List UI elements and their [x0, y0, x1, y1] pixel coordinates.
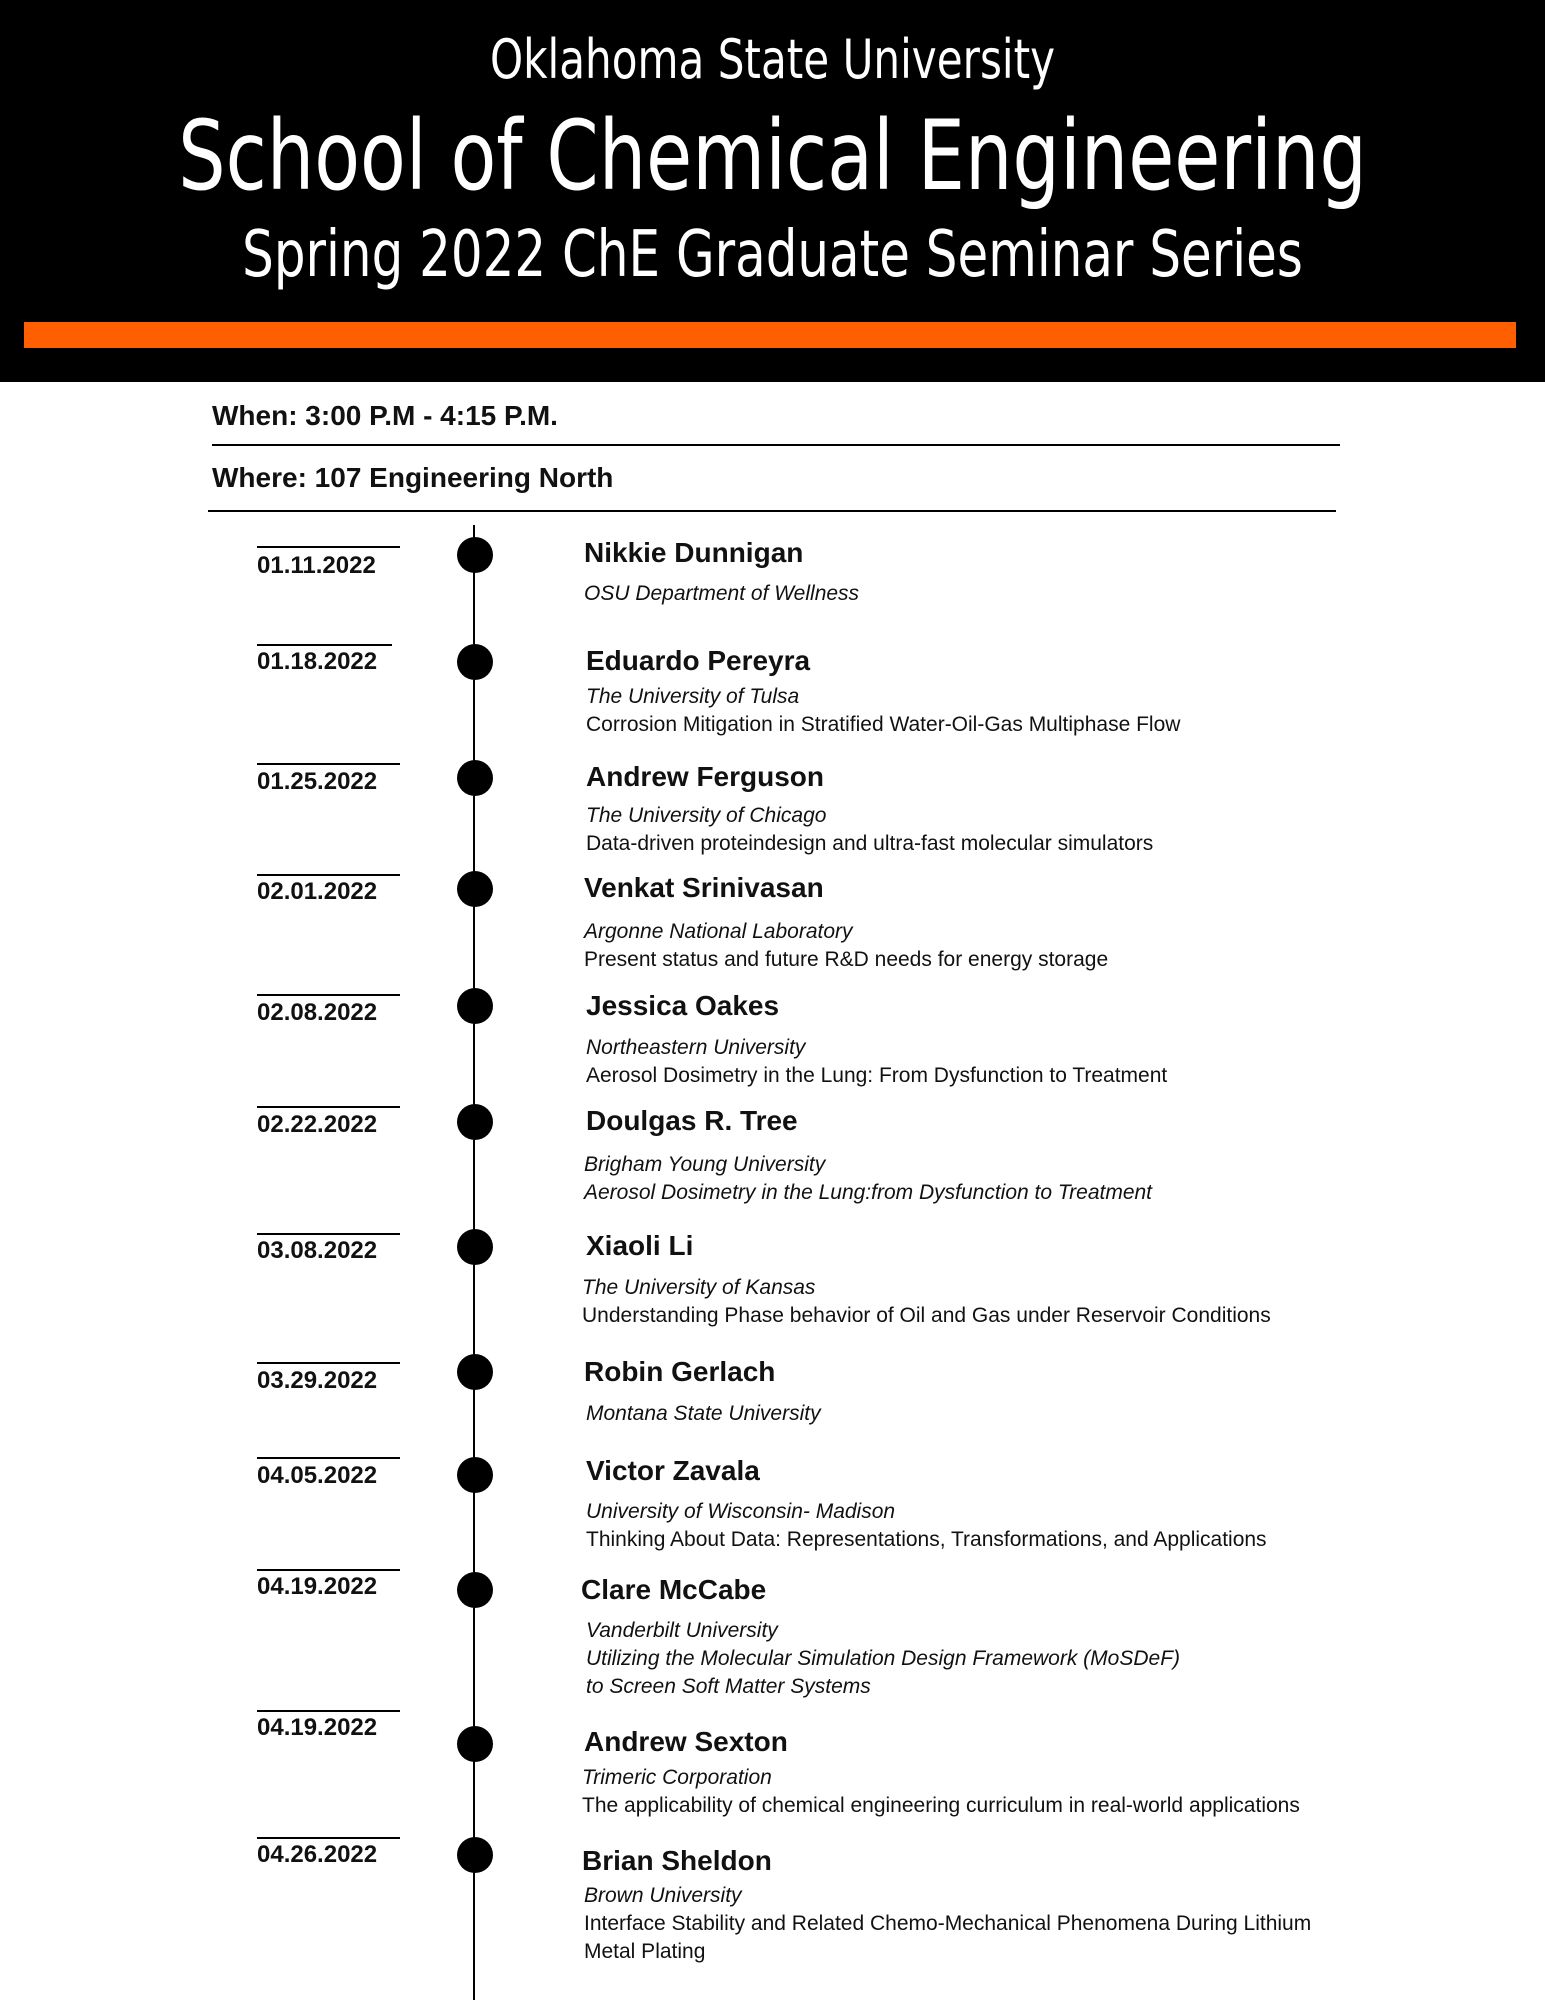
- when-info: When: 3:00 P.M - 4:15 P.M.: [212, 400, 558, 431]
- seminar-details: [584, 1151, 1152, 1207]
- seminar-details: [586, 802, 1153, 858]
- seminar-details: [586, 1400, 821, 1428]
- seminar-details: [586, 683, 1180, 739]
- speaker-affiliation: The University of Chicago: [586, 804, 827, 827]
- timeline-dot: [457, 1726, 493, 1762]
- date-rule: [257, 1362, 400, 1364]
- date-rule: [257, 644, 392, 646]
- seminar-topic: Understanding Phase behavior of Oil and Gas under Reservoir Conditions: [582, 1304, 1271, 1327]
- seminar-date: 02.08.2022: [257, 999, 378, 1026]
- timeline-dot: [457, 1354, 493, 1390]
- date-rule: [257, 1710, 400, 1712]
- seminar-topic: Corrosion Mitigation in Stratified Water-Oil-Gas Multiphase Flow: [586, 713, 1181, 736]
- seminar-details: [584, 580, 859, 608]
- seminar-topic: Interface Stability and Related Chemo-Mechanical Phenomena During Lithium: [584, 1912, 1312, 1935]
- speaker-name: Robin Gerlach: [584, 1356, 776, 1387]
- seminar-date: 02.22.2022: [257, 1111, 378, 1138]
- timeline-dot: [457, 988, 493, 1024]
- seminar-topic: Thinking About Data: Representations, Transformations, and Applications: [586, 1528, 1267, 1551]
- seminar-topic: Present status and future R&D needs for energy storage: [584, 948, 1109, 971]
- seminar-topic: Data-driven proteindesign and ultra-fast molecular simulators: [586, 832, 1154, 855]
- timeline-dot: [457, 1104, 493, 1140]
- timeline-dot: [457, 644, 493, 680]
- timeline-dot: [457, 537, 493, 573]
- where-divider: [208, 510, 1336, 512]
- speaker-affiliation: University of Wisconsin- Madison: [586, 1500, 896, 1523]
- date-rule: [257, 1569, 400, 1571]
- seminar-date: 03.08.2022: [257, 1237, 378, 1264]
- speaker-affiliation: Argonne National Laboratory: [584, 920, 853, 943]
- seminar-date: 01.25.2022: [257, 768, 378, 795]
- date-rule: [257, 1233, 400, 1235]
- seminar-details: [584, 1882, 1311, 1966]
- speaker-affiliation: Brigham Young University: [584, 1153, 826, 1176]
- seminar-details: [586, 1617, 1180, 1701]
- seminar-topic: Aerosol Dosimetry in the Lung: From Dysfunction to Treatment: [586, 1064, 1168, 1087]
- timeline-dot: [457, 1572, 493, 1608]
- seminar-details: [584, 918, 1108, 974]
- speaker-name: Andrew Ferguson: [586, 761, 825, 792]
- date-rule: [257, 1106, 400, 1108]
- speaker-affiliation: The University of Kansas: [582, 1276, 816, 1299]
- seminar-topic: Aerosol Dosimetry in the Lung:from Dysfunction to Treatment: [584, 1181, 1153, 1204]
- speaker-name: Eduardo Pereyra: [586, 645, 811, 676]
- seminar-date: 01.11.2022: [257, 552, 376, 579]
- timeline-dot: [457, 871, 493, 907]
- accent-bar: [24, 322, 1516, 348]
- seminar-date: 04.19.2022: [257, 1714, 378, 1741]
- speaker-name: Venkat Srinivasan: [584, 872, 824, 903]
- timeline-dot: [457, 760, 493, 796]
- speaker-name: Xiaoli Li: [586, 1230, 694, 1261]
- date-rule: [257, 1837, 400, 1839]
- school-name: School of Chemical Engineering: [178, 100, 1367, 212]
- seminar-topic: Utilizing the Molecular Simulation Design Framework (MoSDeF): [586, 1647, 1181, 1670]
- speaker-affiliation: The University of Tulsa: [586, 685, 800, 708]
- speaker-affiliation: Montana State University: [586, 1402, 821, 1425]
- speaker-name: Clare McCabe: [581, 1574, 767, 1605]
- speaker-name: Andrew Sexton: [584, 1726, 788, 1757]
- speaker-name: Victor Zavala: [586, 1455, 760, 1486]
- speaker-name: Jessica Oakes: [586, 990, 780, 1021]
- speaker-affiliation: Northeastern University: [586, 1036, 806, 1059]
- date-rule: [257, 763, 400, 765]
- seminar-date: 04.05.2022: [257, 1462, 378, 1489]
- seminar-details: [586, 1034, 1167, 1090]
- date-rule: [257, 546, 400, 548]
- speaker-affiliation: Vanderbilt University: [586, 1619, 778, 1642]
- seminar-details: [582, 1764, 1300, 1820]
- seminar-date: 04.26.2022: [257, 1841, 378, 1868]
- timeline-dot: [457, 1837, 493, 1873]
- speaker-affiliation: Brown University: [584, 1884, 742, 1907]
- seminar-details: [586, 1498, 1267, 1554]
- when-divider: [212, 444, 1340, 446]
- seminar-topic-continued: Metal Plating: [584, 1940, 706, 1963]
- seminar-date: 03.29.2022: [257, 1367, 378, 1394]
- seminar-date: 01.18.2022: [257, 648, 378, 675]
- speaker-affiliation: Trimeric Corporation: [582, 1766, 772, 1789]
- timeline-dot: [457, 1229, 493, 1265]
- university-name: Oklahoma State University: [489, 28, 1056, 91]
- date-rule: [257, 874, 400, 876]
- speaker-name: Doulgas R. Tree: [586, 1105, 798, 1136]
- seminar-date: 04.19.2022: [257, 1573, 378, 1600]
- timeline-dot: [457, 1457, 493, 1493]
- date-rule: [257, 994, 400, 996]
- date-rule: [257, 1457, 400, 1459]
- speaker-name: Nikkie Dunnigan: [584, 537, 804, 568]
- speaker-affiliation: OSU Department of Wellness: [584, 582, 860, 605]
- where-info: Where: 107 Engineering North: [212, 462, 614, 493]
- seminar-details: [582, 1274, 1271, 1330]
- seminar-topic-continued: to Screen Soft Matter Systems: [586, 1675, 871, 1698]
- seminar-topic: The applicability of chemical engineering curriculum in real-world applications: [582, 1794, 1300, 1817]
- series-title: Spring 2022 ChE Graduate Seminar Series: [242, 218, 1303, 292]
- header-banner: [0, 0, 1545, 382]
- speaker-name: Brian Sheldon: [582, 1845, 772, 1876]
- seminar-date: 02.01.2022: [257, 878, 378, 905]
